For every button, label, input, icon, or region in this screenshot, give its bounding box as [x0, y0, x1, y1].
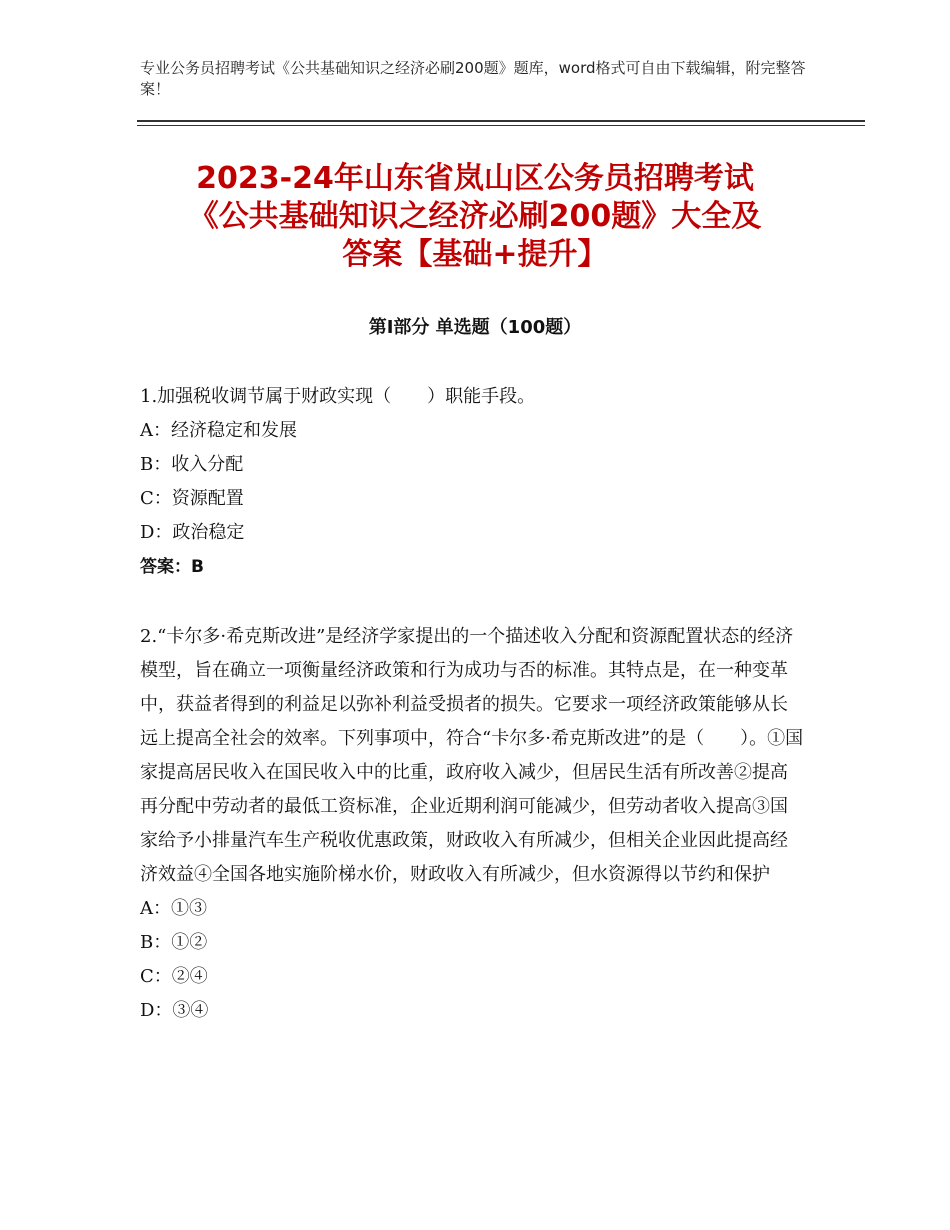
option-d: D：政治稳定 [140, 522, 245, 543]
option-a: A：经济稳定和发展 [140, 420, 297, 441]
option-c: C：②④ [140, 966, 208, 987]
header-divider-thick [137, 120, 865, 122]
title-line: 2023-24年山东省岚山区公务员招聘考试 [196, 161, 754, 196]
answer: 答案：B [140, 557, 204, 577]
title-line: 答案【基础+提升】 [342, 237, 608, 272]
question-2 [140, 620, 805, 1028]
document-title [140, 160, 810, 274]
option-d: D：③④ [140, 1000, 209, 1021]
option-b: B：收入分配 [140, 454, 244, 475]
header-note: 专业公务员招聘考试《公共基础知识之经济必刷200题》题库，word格式可自由下载编辑，附完整答案！ [140, 59, 806, 98]
option-b: B：①② [140, 932, 208, 953]
option-c: C：资源配置 [140, 488, 244, 509]
header-divider-thin [137, 125, 865, 126]
section-heading: 第Ⅰ部分 单选题（100题） [368, 317, 582, 338]
question-stem: 1.加强税收调节属于财政实现（ ）职能手段。 [140, 386, 536, 407]
title-line: 《公共基础知识之经济必刷200题》大全及 [188, 199, 762, 234]
option-a: A：①③ [140, 898, 207, 919]
question-1 [140, 380, 805, 584]
question-stem: 2.“卡尔多·希克斯改进”是经济学家提出的一个描述收入分配和资源配置状态的经济模型，旨在确立一项衡量经济政策和行为成功与否的标准。其特点是，在一种变革中，获益者得到的利益足以弥补利益受损者的损失。它要求一项经济政策能够从长远上提高全社会的效率。下列事项中，符合“卡尔多·希克斯改进”的是（ ）。①国家提高居民收入在国民收入中的比重，政府收入减少，但居民生活有所改善②提高再分配中劳动者的最低工资标准，企业近期利润可能减少，但劳动者收入提高③国家给予小排量汽车生产税收优惠政策，财政收入有所减少，但相关企业因此提高经济效益④全国各地实施阶梯水价，财政收入有所减少，但水资源得以节约和保护 [140, 626, 804, 885]
